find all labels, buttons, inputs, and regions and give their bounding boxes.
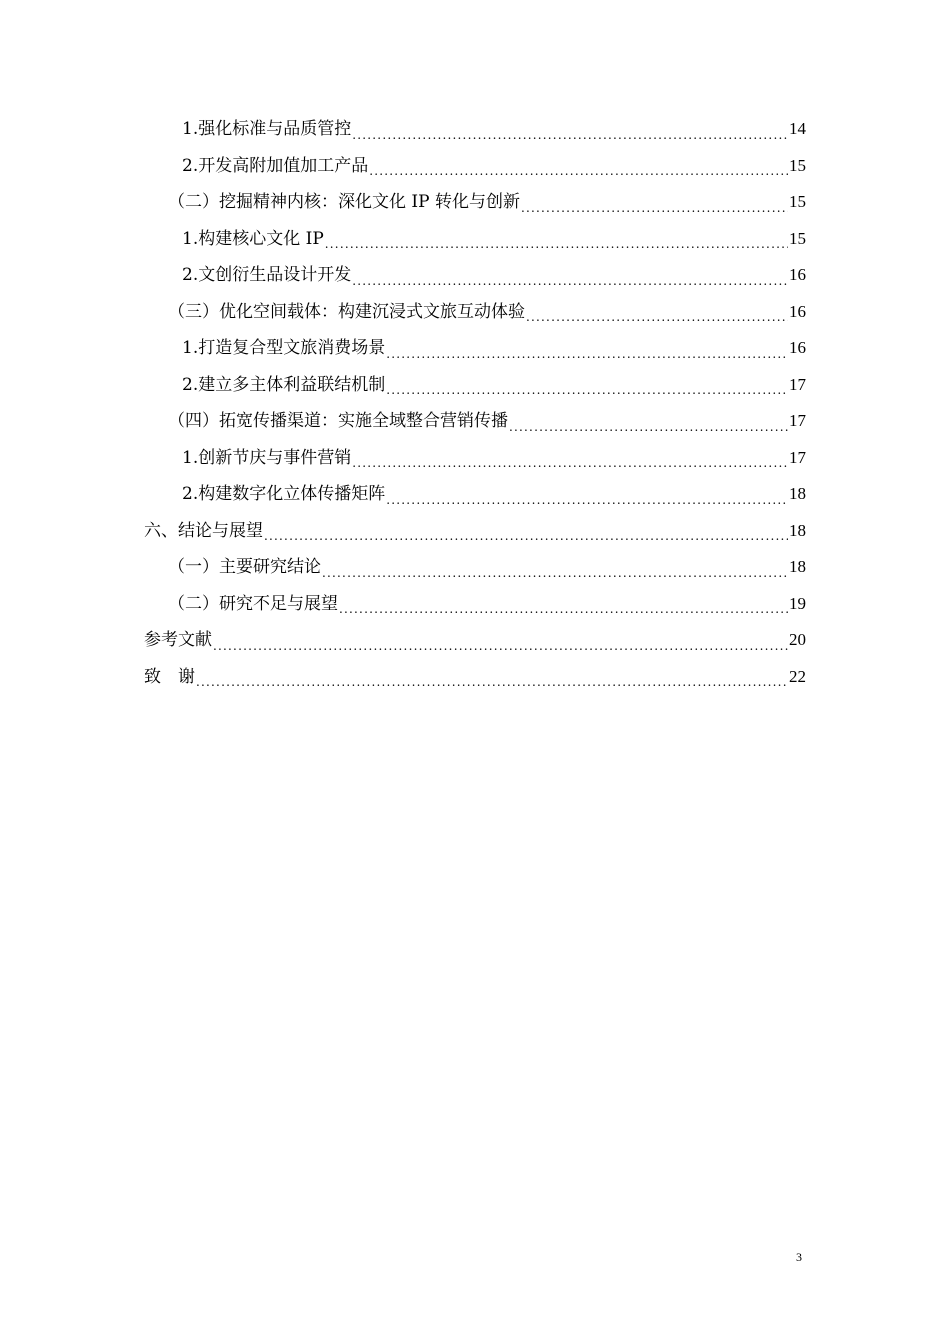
- toc-entry-page: 16: [789, 338, 806, 357]
- toc-entry-page: 19: [789, 593, 806, 613]
- toc-dot-leader: [521, 195, 788, 221]
- toc-entry-page: 17: [789, 374, 806, 394]
- toc-entry-title: 1.打造复合型文旅消费场景: [182, 338, 386, 358]
- toc-entry-title: 2.构建数字化立体传播矩阵: [182, 484, 386, 504]
- toc-dot-leader: [369, 158, 788, 184]
- toc-entry-page: 22: [789, 666, 806, 686]
- toc-entry-title: （二）挖掘精神内核：深化文化 IP 转化与创新: [168, 192, 520, 212]
- toc-entry-title: 2.文创衍生品设计开发: [182, 265, 352, 285]
- toc-entry[interactable]: [144, 476, 806, 513]
- toc-entry-page: 20: [789, 630, 806, 649]
- toc-dot-leader: [264, 523, 788, 549]
- toc-entry-title: （三）优化空间载体：构建沉浸式文旅互动体验: [168, 301, 525, 322]
- toc-entry[interactable]: [144, 111, 806, 148]
- toc-entry[interactable]: [144, 294, 806, 331]
- toc-dot-leader: [352, 268, 788, 294]
- toc-dot-leader: [322, 560, 788, 586]
- toc-entry-page: 18: [789, 520, 806, 540]
- toc-entry-title: （一）主要研究结论: [168, 557, 321, 577]
- toc-dot-leader: [213, 633, 788, 659]
- toc-entry[interactable]: [144, 403, 806, 440]
- toc-entry-title: 2.开发高附加值加工产品: [182, 155, 369, 176]
- table-of-contents: [144, 111, 806, 695]
- toc-entry-title: 参考文献: [144, 630, 212, 650]
- toc-dot-leader: [352, 122, 788, 148]
- page-number: 3: [796, 1250, 802, 1264]
- toc-entry-page: 16: [789, 265, 806, 284]
- toc-entry[interactable]: [144, 367, 806, 404]
- toc-entry-title: 致 谢: [144, 666, 195, 687]
- toc-entry-page: 16: [789, 301, 806, 321]
- toc-entry-title: 六、结论与展望: [144, 520, 263, 541]
- toc-dot-leader: [386, 487, 788, 513]
- toc-entry[interactable]: [144, 440, 806, 477]
- toc-entry-title: 1.创新节庆与事件营销: [182, 447, 352, 468]
- toc-entry[interactable]: [144, 622, 806, 659]
- toc-entry-page: 15: [789, 155, 806, 175]
- toc-entry-title: 1.构建核心文化 IP: [182, 228, 324, 249]
- toc-dot-leader: [352, 450, 788, 476]
- toc-entry-page: 18: [789, 484, 806, 503]
- toc-entry-page: 14: [789, 119, 806, 138]
- toc-entry[interactable]: [144, 586, 806, 623]
- toc-entry[interactable]: [144, 549, 806, 586]
- toc-dot-leader: [509, 414, 788, 440]
- toc-entry[interactable]: [144, 513, 806, 550]
- toc-dot-leader: [325, 231, 788, 257]
- toc-entry-page: 15: [789, 228, 806, 248]
- toc-entry-title: （二）研究不足与展望: [168, 593, 338, 614]
- toc-entry-title: 2.建立多主体利益联结机制: [182, 374, 386, 395]
- toc-entry[interactable]: [144, 148, 806, 185]
- toc-dot-leader: [196, 669, 788, 695]
- toc-entry[interactable]: [144, 221, 806, 258]
- toc-dot-leader: [386, 377, 788, 403]
- toc-entry[interactable]: [144, 184, 806, 221]
- toc-dot-leader: [526, 304, 788, 330]
- toc-entry[interactable]: [144, 330, 806, 367]
- toc-dot-leader: [386, 341, 788, 367]
- toc-entry-title: （四）拓宽传播渠道：实施全域整合营销传播: [168, 411, 508, 431]
- toc-entry-page: 15: [789, 192, 806, 211]
- toc-entry-title: 1.强化标准与品质管控: [182, 119, 352, 139]
- toc-entry[interactable]: [144, 659, 806, 696]
- toc-entry-page: 18: [789, 557, 806, 576]
- toc-entry[interactable]: [144, 257, 806, 294]
- toc-entry-page: 17: [789, 411, 806, 430]
- toc-dot-leader: [339, 596, 788, 622]
- toc-entry-page: 17: [789, 447, 806, 467]
